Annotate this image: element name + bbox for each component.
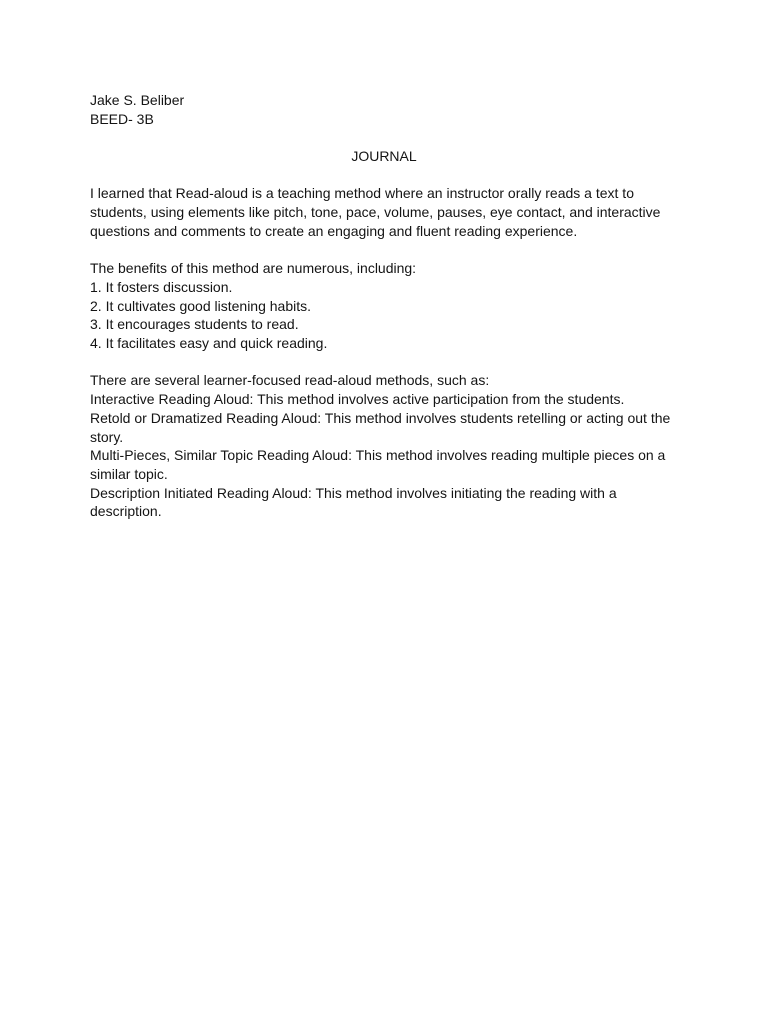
benefits-heading: The benefits of this method are numerous, including:: [90, 260, 417, 277]
list-item: 4. It facilitates easy and quick reading.: [90, 335, 328, 352]
method-line: Multi-Pieces, Similar Topic Reading Aloud: This method involves reading multiple pieces on a: [90, 447, 666, 464]
paragraph-spacer: [90, 353, 690, 372]
class-section: BEED- 3B: [90, 110, 154, 127]
method-line: Interactive Reading Aloud: This method involves active participation from the students.: [90, 391, 625, 408]
list-item: 2. It cultivates good listening habits.: [90, 297, 312, 314]
list-item: 1. It fosters discussion.: [90, 278, 233, 295]
benefits-section: [90, 259, 690, 353]
document-body: [90, 91, 690, 521]
intro-line: questions and comments to create an engaging and fluent reading experience.: [90, 222, 578, 239]
method-line: story.: [90, 428, 124, 445]
list-item: 3. It encourages students to read.: [90, 316, 299, 333]
methods-section: [90, 371, 690, 521]
method-line: description.: [90, 503, 162, 520]
methods-heading: There are several learner-focused read-aloud methods, such as:: [90, 372, 490, 389]
intro-line: I learned that Read-aloud is a teaching method where an instructor orally reads a text to: [90, 185, 634, 202]
intro-paragraph: [90, 184, 690, 240]
author-name: Jake S. Beliber: [90, 92, 185, 108]
method-line: Retold or Dramatized Reading Aloud: This method involves students retelling or acting out the: [90, 409, 671, 426]
paragraph-spacer: [90, 241, 690, 260]
method-line: Description Initiated Reading Aloud: This method involves initiating the reading with a: [90, 484, 617, 501]
intro-line: students, using elements like pitch, tone, pace, volume, pauses, eye contact, and interactive: [90, 204, 661, 221]
method-line: similar topic.: [90, 466, 168, 482]
document-title: JOURNAL: [351, 148, 417, 165]
